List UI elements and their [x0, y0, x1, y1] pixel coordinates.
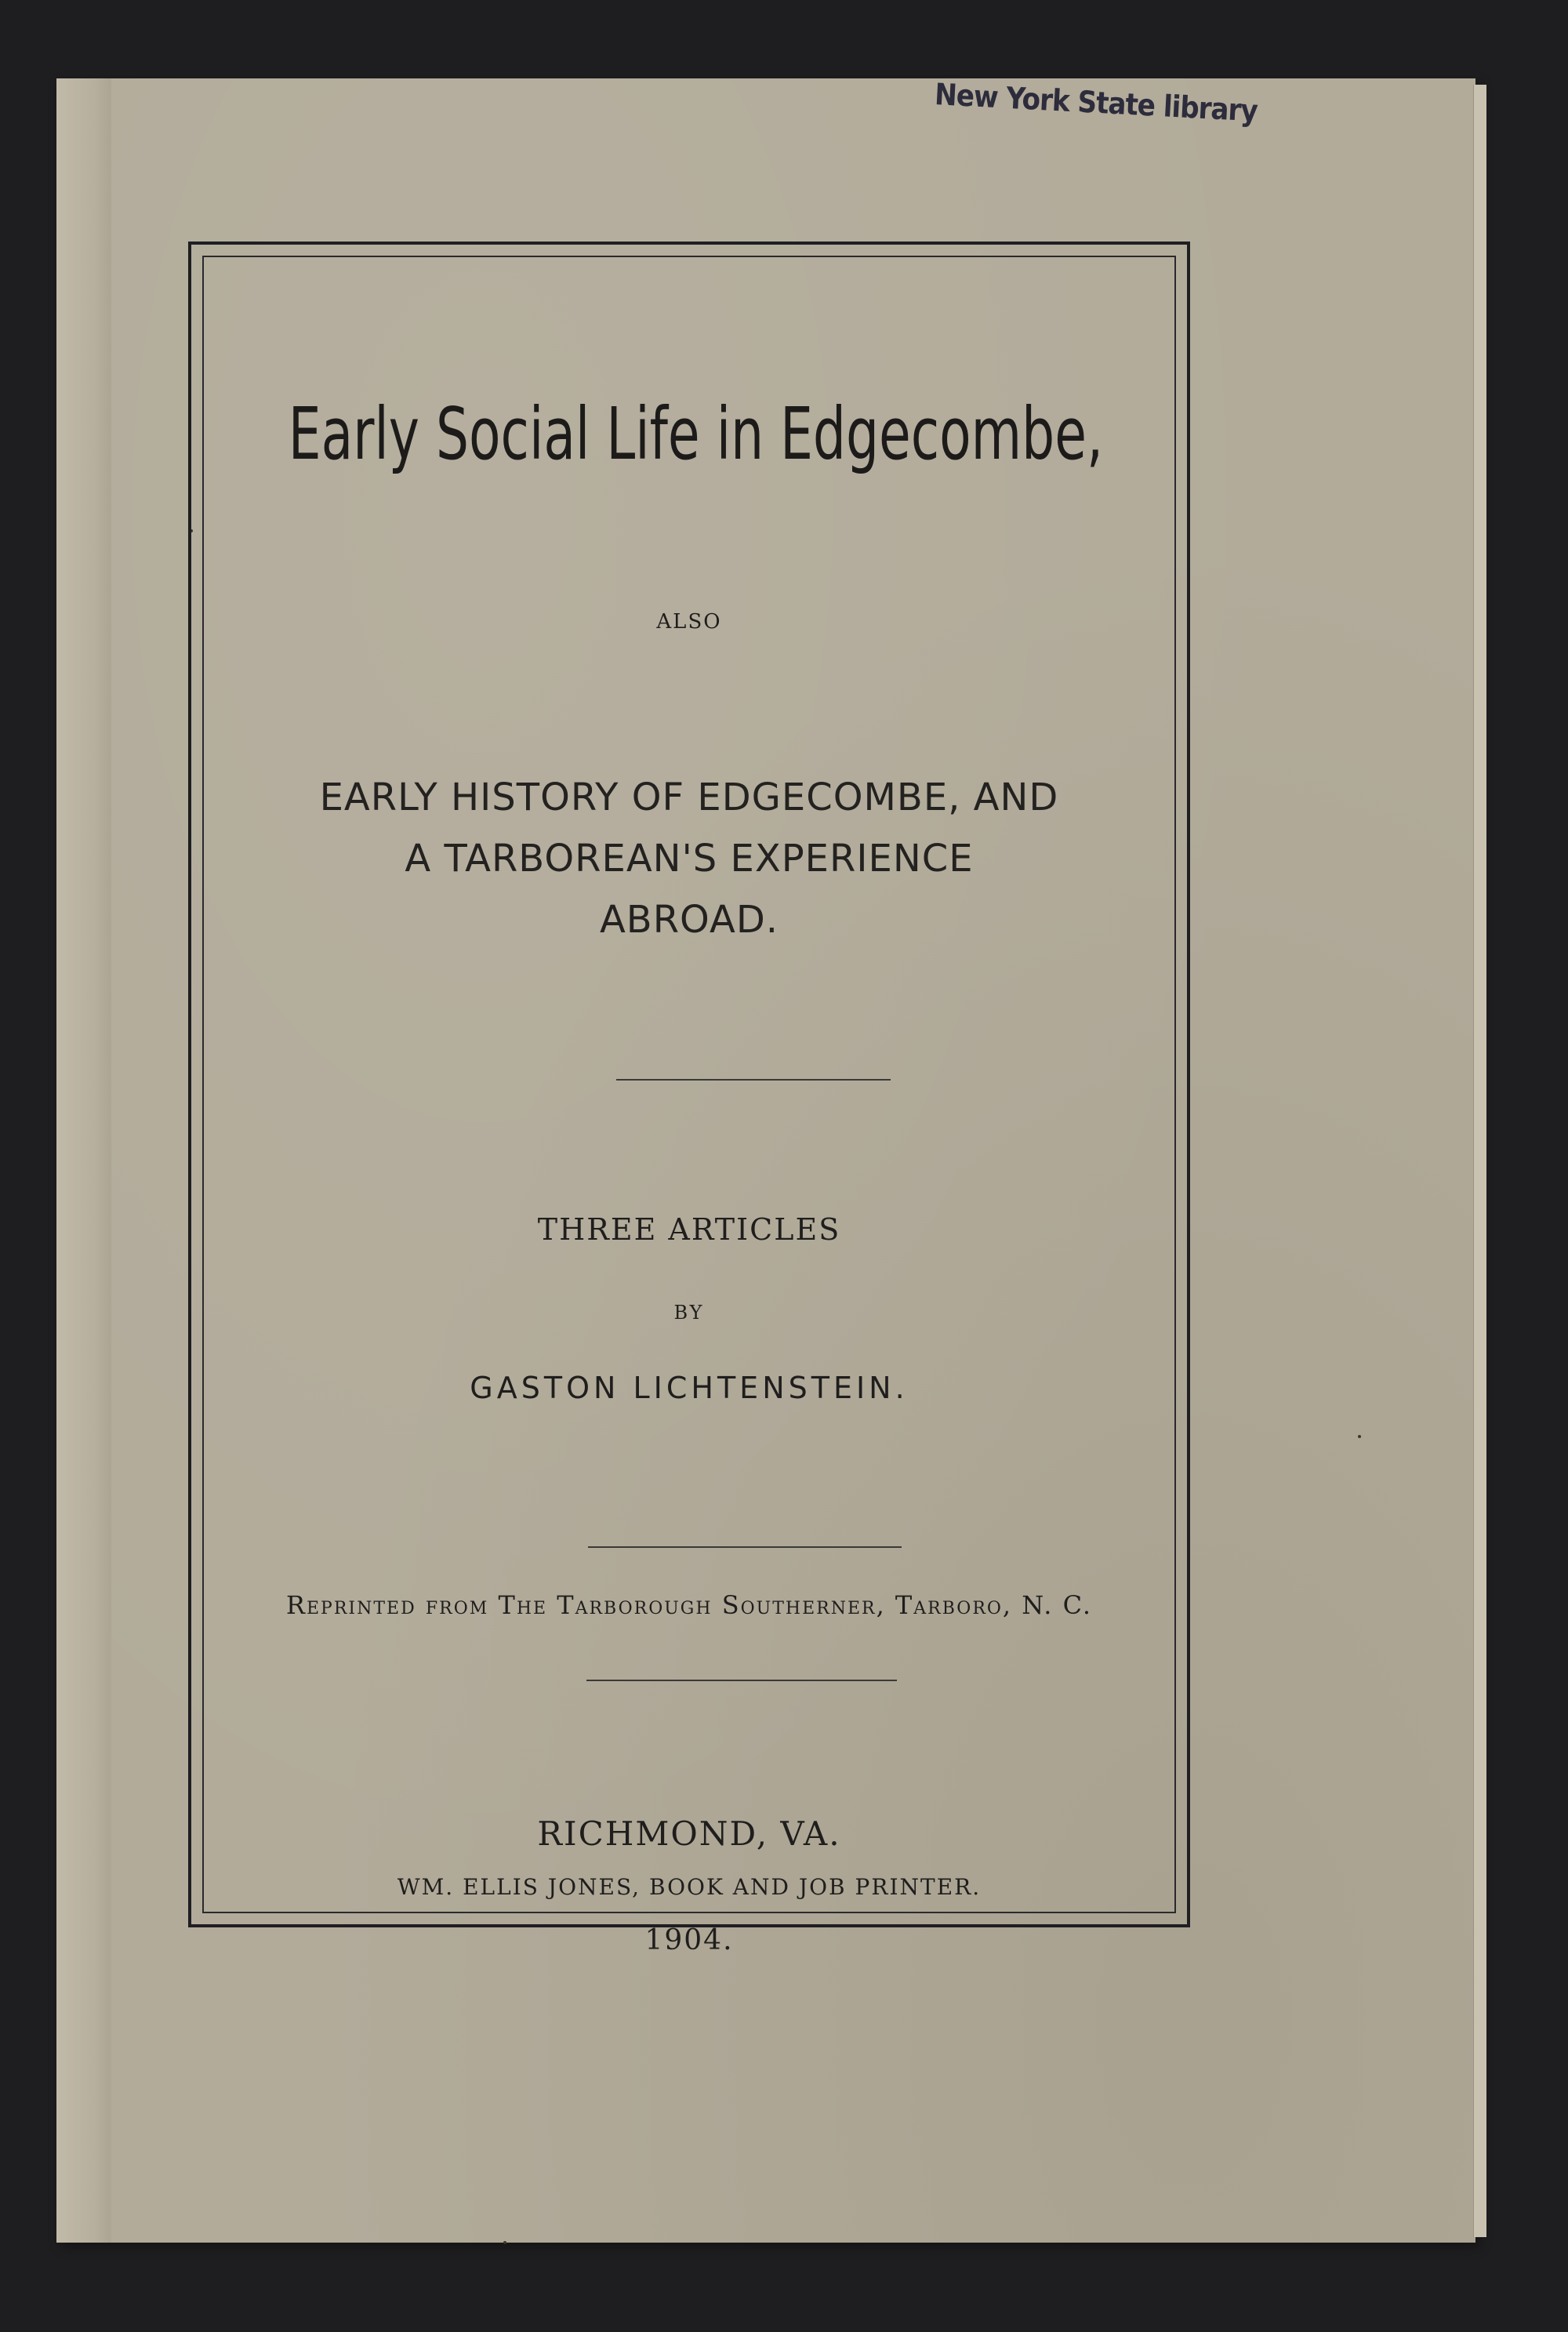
imprint-year: 1904. — [644, 1924, 734, 1956]
reprint-note: Reprinted from The Tarborough Southerner, Tarboro, N. C. — [285, 1590, 1093, 1620]
divider-rule — [586, 1680, 897, 1681]
paper-speck — [1358, 1435, 1361, 1438]
library-stamp: New York State library — [934, 76, 1258, 129]
spine-fold — [56, 78, 111, 2243]
subtitle-line: ABROAD. — [599, 898, 779, 942]
by-label: BY — [673, 1302, 705, 1324]
cover-title: Early Social Life in Edgecombe, — [288, 392, 1104, 476]
subtitle-line: A TARBOREAN'S EXPERIENCE — [405, 837, 974, 881]
cover-content — [188, 242, 1190, 1956]
imprint-city: RICHMOND, VA. — [537, 1814, 841, 1853]
page-edge — [1473, 85, 1486, 2237]
cover-subtitle — [188, 767, 1190, 950]
three-articles-label: THREE ARTICLES — [537, 1212, 841, 1247]
imprint-printer: WM. ELLIS JONES, BOOK AND JOB PRINTER. — [397, 1874, 982, 1900]
author-name: GASTON LICHTENSTEIN. — [470, 1371, 909, 1405]
subtitle-line: EARLY HISTORY OF EDGECOMBE, AND — [319, 776, 1059, 819]
divider-rule — [616, 1079, 891, 1081]
paper-speck — [503, 2241, 506, 2244]
divider-rule — [588, 1546, 902, 1548]
also-label: ALSO — [656, 610, 722, 634]
